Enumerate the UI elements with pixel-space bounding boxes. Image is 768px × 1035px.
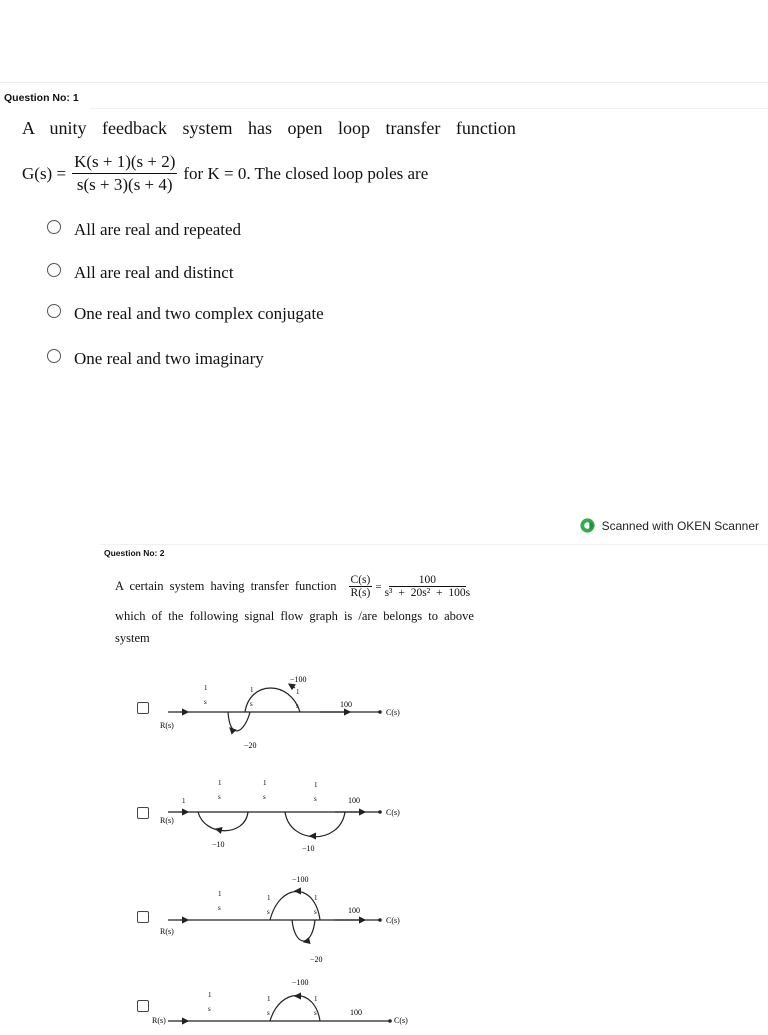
rhs-numerator: 100 [389, 574, 466, 587]
graph-2-integrator-1-den: s [218, 793, 221, 801]
option-label: One real and two imaginary [74, 349, 264, 368]
graph-2-output-label: C(s) [386, 808, 400, 817]
graph-1-inner-feedback-gain: −20 [244, 741, 257, 750]
graph-2-feedback-1-gain: −10 [212, 840, 225, 849]
signal-flow-graph-1 [150, 670, 470, 770]
graph-3-integrator-2-num: 1 [267, 894, 271, 902]
option-label: All are real and distinct [74, 263, 234, 282]
tf-denominator: R(s) [350, 587, 371, 599]
graph-3-input-label: R(s) [160, 927, 174, 936]
graph-4-output-label: C(s) [394, 1016, 408, 1025]
graph-1-integrator-2-den: s [250, 700, 253, 708]
tf-numerator: C(s) [350, 574, 371, 586]
graph-1-integrator-1-den: s [204, 698, 207, 706]
option-4[interactable] [47, 349, 264, 369]
graph-1-integrator-2-num: 1 [250, 686, 254, 694]
graph-2-integrator-3-num: 1 [314, 781, 318, 789]
graph-4-integrator-3-num: 1 [314, 995, 318, 1003]
transfer-function-fraction [72, 152, 177, 195]
graph-4-output-gain: 100 [350, 1008, 362, 1017]
option-2[interactable] [47, 263, 234, 283]
graph-3-integrator-3-den: s [314, 908, 317, 916]
signal-flow-graph-2 [150, 775, 470, 875]
graph-3-integrator-1-den: s [218, 904, 221, 912]
graph-4-input-label: R(s) [152, 1016, 166, 1025]
graph-2-unity-gain: 1 [182, 797, 186, 805]
graph-3-output-label: C(s) [386, 916, 400, 925]
radio-button[interactable] [47, 220, 61, 234]
option-1[interactable] [47, 220, 241, 240]
radio-button[interactable] [47, 263, 61, 277]
graph-3-outer-feedback-gain: −100 [292, 875, 309, 884]
graph-2-output-gain: 100 [348, 796, 360, 805]
graph-2-integrator-1-num: 1 [218, 779, 222, 787]
graph-3-integrator-1-num: 1 [218, 890, 222, 898]
top-divider [0, 82, 768, 83]
equation-suffix: for K = 0. The closed loop poles are [183, 163, 429, 183]
graph-2-input-label: R(s) [160, 816, 174, 825]
graph-3-integrator-2-den: s [267, 908, 270, 916]
graph-2-integrator-2-den: s [263, 793, 266, 801]
question-2-text [115, 574, 473, 599]
scanner-text: Scanned with OKEN Scanner [601, 518, 759, 533]
graph-1-integrator-3-den: s [296, 702, 299, 710]
question-2-number: Question No: 2 [104, 548, 165, 558]
graph-1-integrator-1-num: 1 [204, 684, 208, 692]
question-2-divider [100, 544, 768, 545]
signal-flow-graph-4 [150, 975, 470, 1035]
graph-3-inner-feedback-gain: −20 [310, 955, 323, 964]
graph-4-integrator-2-num: 1 [267, 995, 271, 1003]
question-divider [90, 108, 768, 109]
question-2-line-2: which of the following signal flow graph is /are belongs to above [115, 609, 474, 623]
graph-1-output-gain: 100 [340, 700, 352, 709]
scanner-watermark [579, 517, 759, 534]
graph-1-outer-feedback-gain: −100 [290, 675, 307, 684]
option-label: One real and two complex conjugate [74, 304, 324, 323]
graph-1-checkbox[interactable] [137, 702, 149, 714]
graph-4-integrator-2-den: s [267, 1009, 270, 1017]
fraction-numerator: K(s + 1)(s + 2) [72, 152, 177, 174]
signal-flow-graph-3 [150, 870, 470, 970]
equation-lhs: G(s) = [22, 163, 67, 183]
graph-4-outer-feedback-gain: −100 [292, 978, 309, 987]
question-1-text: A unity feedback system has open loop transfer function [22, 118, 516, 138]
option-3[interactable] [47, 304, 324, 324]
graph-4-integrator-3-den: s [314, 1009, 317, 1017]
radio-button[interactable] [47, 349, 61, 363]
graph-4-integrator-1-den: s [208, 1005, 211, 1013]
question-1-number: Question No: 1 [4, 92, 79, 104]
graph-2-integrator-2-num: 1 [263, 779, 267, 787]
graph-2-feedback-2-gain: −10 [302, 844, 315, 853]
tf-fraction [349, 574, 373, 599]
question-2-intro: A certain system having transfer function [115, 579, 337, 593]
graph-2-integrator-3-den: s [314, 795, 317, 803]
graph-4-checkbox[interactable] [137, 1000, 149, 1012]
graph-1-output-label: C(s) [386, 708, 400, 717]
graph-1-input-label: R(s) [160, 721, 174, 730]
rhs-denominator: s³ + 20s² + 100s [384, 587, 471, 599]
equals-sign: = [375, 580, 382, 593]
question-2-line-3: system [115, 631, 150, 645]
fraction-denominator: s(s + 3)(s + 4) [76, 175, 173, 194]
transfer-function-equation [22, 152, 428, 195]
graph-2-checkbox[interactable] [137, 807, 149, 819]
graph-3-checkbox[interactable] [137, 911, 149, 923]
graph-4-integrator-1-num: 1 [208, 991, 212, 999]
rhs-fraction [385, 574, 471, 599]
graph-3-integrator-3-num: 1 [314, 894, 318, 902]
graph-3-output-gain: 100 [348, 906, 360, 915]
option-label: All are real and repeated [74, 220, 242, 239]
oken-scanner-icon [579, 517, 596, 534]
radio-button[interactable] [47, 304, 61, 318]
graph-1-integrator-3-num: 1 [296, 688, 300, 696]
